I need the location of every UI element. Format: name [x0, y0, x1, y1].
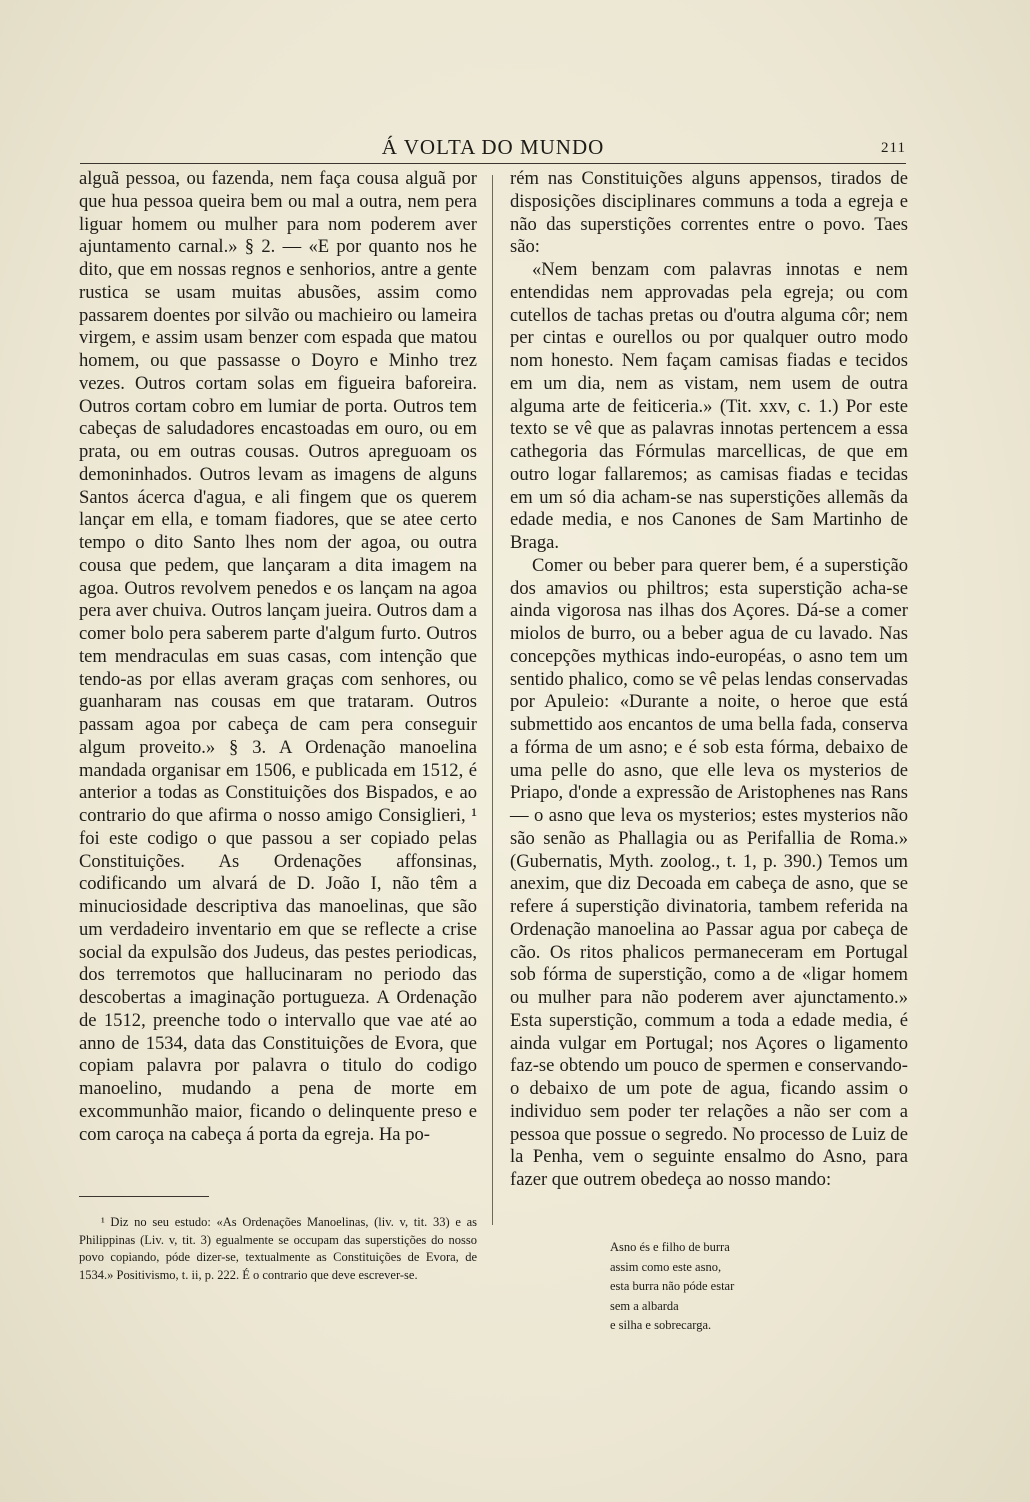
right-paragraph-1: rém nas Constituições alguns appensos, tirados de disposições disciplinares communs a toda a egreja e não das superstições correntes entre o povo. Taes são:	[510, 168, 908, 258]
left-paragraph-1: alguã pessoa, ou fazenda, nem faça cousa alguã por que hua pessoa queira bem ou mal a outra, nem pera liguar homem ou mulher para nom poderem aver ajuntamento carnal.» § 2. — «E por quanto nos he dito, que em nossas regnos e senhorios, antre a gente rustica se usam muitas abusões, assim como passarem doentes por silvão ou machieiro ou lameira virgem, e assim usam benzer com espada que matou homem, ou que passasse o Doyro e Minho trez vezes. Outros cortam solas em figueira baforeira. Outros cortam cobro em lumiar de porta. Outros tem cabeças de saludadores encastoadas em ouro, ou em prata, ou em outras cousas. Outros apreguoam os demoninhados. Outros levam as imagens de alguns Santos ácerca d'agua, e ali fingem que os querem lançar em ella, e tomam fiadores, que se atee certo tempo o dito Santo lhes nom der agoa, ou outra cousa que pedem, que lançaram a dita imagem na agoa. Outros revolvem penedos e os lançam na agoa pera aver chuiva. Outros lançam jueira. Outros dam a comer bolo pera saberem parte d'algum furto. Outros tem mendraculas em suas casas, com intenção que tendo-as por ellas averam graças com senhores, ou guanharam nas cousas em que trataram. Outros passam agoa por cabeça de cam pera conseguir algum proveito.» § 3. A Ordenação manoelina mandada organisar em 1506, e publicada em 1512, é anterior a todas as Constituições dos Bispados, e ao contrario do que afirma o nosso amigo Consiglieri, ¹ foi este codigo o que passou a ser copiado pelas Constituições. As Ordenações affonsinas, codificando um alvará de D. João I, não têm a minuciosidade descriptiva das manoelinas, que são um verdadeiro inventario em que se reflecte a crise social da expulsão dos Judeus, das pestes periodicas, dos terremotos que hallucinaram no periodo das descobertas a imaginação portugueza. A Ordenação de 1512, preenche todo o intervallo que vae até ao anno de 1534, data das Constituições de Evora, que copiam palavra por palavra o titulo do codigo manoelino, mudando a pena de morte em excommunhão maior, ficando o delinquente preso e com caroça na cabeça á porta da egreja. Ha po-	[79, 168, 477, 1145]
verse-line: esta burra não póde estar	[610, 1279, 735, 1293]
verse-line: e silha e sobrecarga.	[610, 1318, 712, 1332]
footnote: ¹ Diz no seu estudo: «As Ordenações Manoelinas, (liv. v, tit. 33) e as Philippinas (Liv. v, tit. 3) egualmente se occupam das superstições do nosso povo copiando, póde dizer-se, textualmente as Constituições de Evora, de 1534.» Positivismo, t. ii, p. 222. É o contrario que deve escrever-se.	[79, 1215, 477, 1282]
verse-line: assim como este asno,	[610, 1259, 722, 1274]
right-paragraph-2: «Nem benzam com palavras innotas e nem entendidas nem approvadas pela egreja; ou com cutellos de tachas pretas ou d'outra alguma côr; nem per cintas e ourellos ou por qualquer outro modo nom honesto. Nem façam camisas fiadas e tecidos em um dia, nem as vistam, nem usem de outra alguma arte de feiticeria.» (Tit. xxv, c. 1.) Por este texto se vê que as palavras innotas pertencem a essa cathegoria das Fórmulas marcellicas, de que em outro logar fallaremos; as camisas fiadas e tecidas em um só dia acham-se nas superstições allemãs da edade media, e nos Canones de Sam Martinho de Braga.	[510, 259, 908, 553]
verse-block	[610, 1238, 850, 1336]
column-divider	[492, 175, 493, 1225]
page-number: 211	[881, 140, 906, 156]
verse-line: Asno és e filho de burra	[610, 1240, 730, 1254]
running-head	[80, 133, 906, 164]
right-column	[510, 168, 908, 1192]
left-column	[79, 168, 477, 1146]
verse-line: sem a albarda	[610, 1298, 679, 1313]
footnote-divider	[79, 1196, 209, 1197]
right-paragraph-3: Comer ou beber para querer bem, é a superstição dos amavios ou philtros; esta superstição acha-se ainda vigorosa nas ilhas dos Açores. Dá-se a comer miolos de burro, ou a beber agua de cu lavado. Nas concepções mythicas indo-européas, o asno tem um sentido phalico, como se vê pelas lendas conservadas por Apuleio: «Durante a noite, o heroe que está submettido aos encantos de uma bella fada, conserva a fórma de um asno; e é sob esta fórma, debaixo de uma pelle do asno, que elle leva os mysterios de Priapo, d'onde a expressão de Aristophenes nas Rans — o asno que leva os mysterios; estes mysterios não são senão as Phallagia ou as Perifallia de Roma.» (Gubernatis, Myth. zoolog., t. 1, p. 390.) Temos um anexim, que diz Decoada em cabeça de asno, que se refere á superstição divinatoria, tambem referida na Ordenação manoelina ao Passar agua por cabeça de cão. Os ritos phalicos permaneceram em Portugal sob fórma de superstição, como a de «ligar homem ou mulher para não poderem aver ajunctamento.» Esta superstição, commum a toda a edade media, é ainda vulgar em Portugal; nos Açores o ligamento faz-se obtendo um pouco de spermen e conservando-o debaixo de um pote de agua, ficando assim o individuo sem poder ter relações a não ser com a pessoa que possue o segredo. No processo de Luiz de la Penha, vem o seguinte ensalmo do Asno, para fazer que outrem obedeça ao nosso mando:	[510, 554, 908, 1190]
running-title: Á VOLTA DO MUNDO	[381, 135, 605, 159]
